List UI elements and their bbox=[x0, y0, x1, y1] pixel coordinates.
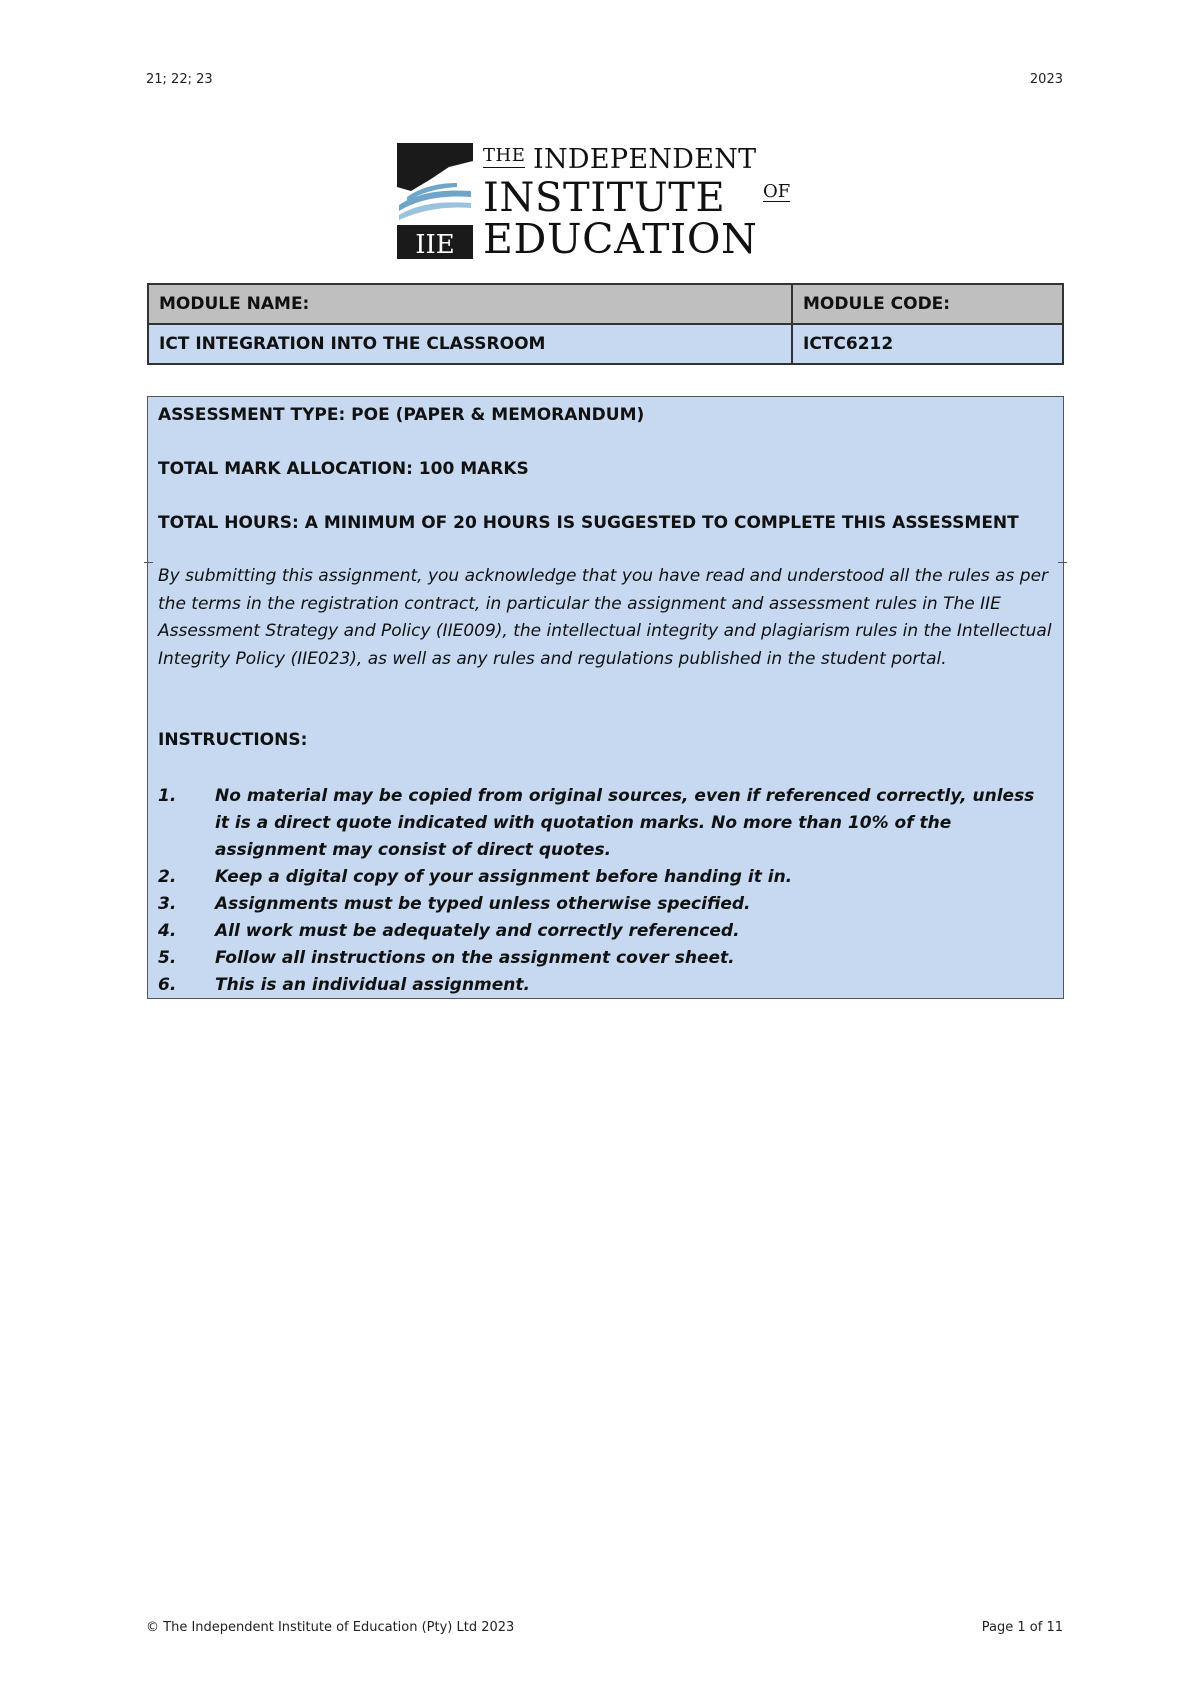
acknowledgement-text: By submitting this assignment, you acknowledge that you have read and understood all the rules as per the terms in the registration contract, in particular the assignment and assessment rules in The IIE Assessment Strategy and Policy (IIE009), the intellectual integrity and plagiarism rules in the Intellectual Integrity Policy (IIE023), as well as any rules and regulations published in the student portal. bbox=[158, 566, 1052, 669]
instruction-text: All work must be adequately and correctly referenced. bbox=[215, 921, 740, 941]
instruction-text: No material may be copied from original sources, even if referenced correctly, unless it is a direct quote indicated with quotation marks. No more than 10% of the assignment may consist of direct quotes. bbox=[215, 786, 1035, 860]
assessment-type: ASSESSMENT TYPE: POE (PAPER & MEMORANDUM) bbox=[158, 405, 645, 425]
instruction-item bbox=[158, 783, 1053, 864]
assessment-info-box bbox=[147, 396, 1064, 999]
module-name-value: ICT INTEGRATION INTO THE CLASSROOM bbox=[148, 324, 792, 364]
instruction-text: Assignments must be typed unless otherwise specified. bbox=[215, 894, 751, 914]
divider-tick-right bbox=[1058, 562, 1067, 563]
logo-badge-text: IIE bbox=[415, 230, 455, 259]
module-code-label: MODULE CODE: bbox=[792, 284, 1063, 324]
total-mark-allocation: TOTAL MARK ALLOCATION: 100 MARKS bbox=[158, 459, 529, 479]
instruction-item bbox=[158, 918, 1053, 945]
logo-wordmark bbox=[481, 143, 813, 261]
instructions-list bbox=[158, 783, 1053, 999]
instruction-text: Keep a digital copy of your assignment before handing it in. bbox=[215, 867, 793, 887]
logo-independent: INDEPENDENT bbox=[533, 144, 757, 175]
instruction-number: 2. bbox=[158, 867, 177, 887]
module-table bbox=[147, 283, 1064, 365]
logo-the: THE bbox=[483, 145, 526, 166]
instruction-number: 5. bbox=[158, 948, 177, 968]
instruction-item bbox=[158, 891, 1053, 918]
instruction-text: Follow all instructions on the assignment cover sheet. bbox=[215, 948, 735, 968]
instruction-number: 3. bbox=[158, 894, 177, 914]
module-table-header-row bbox=[148, 284, 1063, 324]
instruction-text: This is an individual assignment. bbox=[215, 975, 530, 995]
instruction-number: 4. bbox=[158, 921, 177, 941]
instructions-heading: INSTRUCTIONS: bbox=[158, 730, 308, 750]
iie-logo bbox=[397, 143, 813, 261]
header-left-text: 21; 22; 23 bbox=[146, 72, 213, 87]
instruction-item bbox=[158, 864, 1053, 891]
iie-logo-mark-icon bbox=[397, 143, 473, 259]
header-year: 2023 bbox=[1029, 72, 1063, 87]
logo-institute: INSTITUTE bbox=[483, 175, 726, 221]
module-name-label: MODULE NAME: bbox=[148, 284, 792, 324]
module-code-value: ICTC6212 bbox=[792, 324, 1063, 364]
footer-copyright: © The Independent Institute of Education (Pty) Ltd 2023 bbox=[146, 1620, 515, 1635]
instruction-item bbox=[158, 945, 1053, 972]
instruction-number: 6. bbox=[158, 975, 177, 995]
instruction-number: 1. bbox=[158, 786, 177, 806]
logo-of: OF bbox=[763, 181, 791, 202]
module-table-value-row bbox=[148, 324, 1063, 364]
divider-tick-left bbox=[144, 562, 153, 563]
total-hours: TOTAL HOURS: A MINIMUM OF 20 HOURS IS SUGGESTED TO COMPLETE THIS ASSESSMENT bbox=[158, 513, 1019, 533]
footer-page-number: Page 1 of 11 bbox=[981, 1620, 1063, 1635]
logo-education: EDUCATION bbox=[483, 215, 758, 263]
instruction-item bbox=[158, 972, 1053, 999]
